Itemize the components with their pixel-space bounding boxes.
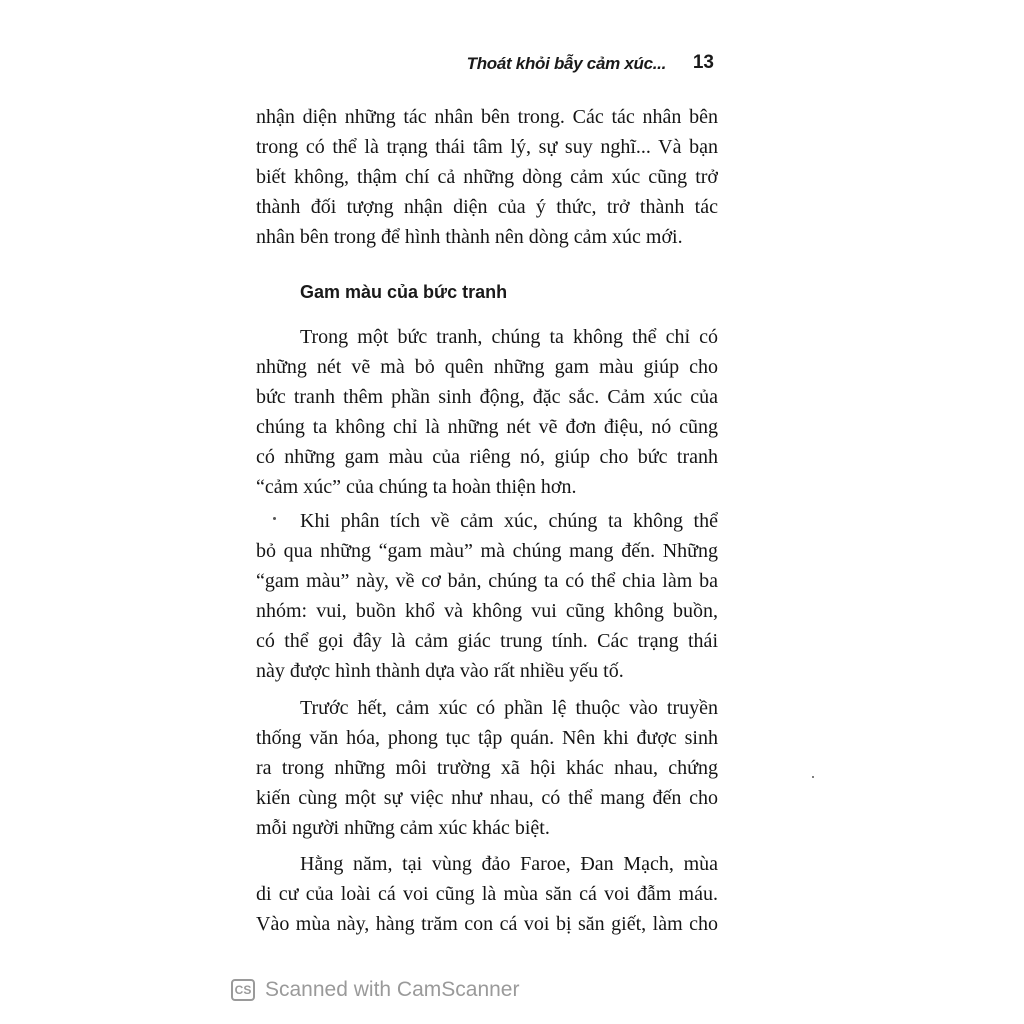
- text-line: Khi phân tích về cảm xúc, chúng ta không thể: [300, 510, 718, 532]
- paragraph: [256, 506, 718, 686]
- text-line: thành đối tượng nhận diện của ý thức, trở thành tác: [256, 196, 718, 218]
- text-line: “cảm xúc” của chúng ta hoàn thiện hơn.: [256, 476, 577, 498]
- text-line: nhóm: vui, buồn khổ và không vui cũng không buồn,: [256, 600, 718, 622]
- text-line: trong có thể là trạng thái tâm lý, sự suy nghĩ... Và bạn: [256, 136, 718, 158]
- text-line: mỗi người những cảm xúc khác biệt.: [256, 817, 550, 839]
- text-line: di cư của loài cá voi cũng là mùa săn cá voi đẫm máu.: [256, 883, 718, 905]
- text-line: này được hình thành dựa vào rất nhiều yếu tố.: [256, 660, 624, 682]
- text-line: bỏ qua những “gam màu” mà chúng mang đến. Những: [256, 540, 718, 562]
- scan-speck: [812, 776, 814, 778]
- text-line: Hằng năm, tại vùng đảo Faroe, Đan Mạch, mùa: [300, 853, 718, 875]
- text-line: “gam màu” này, về cơ bản, chúng ta có thể chia làm ba: [256, 570, 718, 592]
- scanner-watermark: [231, 975, 519, 1005]
- running-title: Thoát khỏi bẫy cảm xúc...: [466, 54, 666, 73]
- text-line: kiến cùng một sự việc như nhau, có thể mang đến cho: [256, 787, 718, 809]
- paragraph: [256, 693, 718, 843]
- running-header: [440, 50, 720, 78]
- text-line: có những gam màu của riêng nó, giúp cho bức tranh: [256, 446, 718, 468]
- text-line: chúng ta không chỉ là những nét vẽ đơn điệu, nó cũng: [256, 416, 718, 438]
- text-line: thống văn hóa, phong tục tập quán. Nên khi được sinh: [256, 727, 718, 749]
- text-line: Trước hết, cảm xúc có phần lệ thuộc vào truyền: [300, 697, 718, 719]
- scan-speck: [273, 517, 276, 520]
- paragraph: [256, 849, 718, 939]
- text-line: nhận diện những tác nhân bên trong. Các tác nhân bên: [256, 106, 718, 128]
- text-line: biết không, thậm chí cả những dòng cảm xúc cũng trở: [256, 166, 718, 188]
- text-line: những nét vẽ mà bỏ quên những gam màu giúp cho: [256, 356, 718, 378]
- camscanner-logo-icon: CS: [231, 979, 255, 1001]
- paragraph-continuation: [256, 102, 718, 252]
- page-number: 13: [692, 52, 714, 73]
- watermark-text: Scanned with CamScanner: [265, 978, 520, 1001]
- text-line: bức tranh thêm phần sinh động, đặc sắc. Cảm xúc của: [256, 386, 718, 408]
- text-line: nhân bên trong để hình thành nên dòng cảm xúc mới.: [256, 226, 683, 248]
- section-heading: Gam màu của bức tranh: [300, 282, 508, 302]
- text-line: có thể gọi đây là cảm giác trung tính. Các trạng thái: [256, 630, 718, 652]
- paragraph: [256, 322, 718, 502]
- text-line: Vào mùa này, hàng trăm con cá voi bị săn giết, làm cho: [256, 913, 718, 935]
- text-line: ra trong những môi trường xã hội khác nhau, chứng: [256, 757, 718, 779]
- text-line: Trong một bức tranh, chúng ta không thể chỉ có: [300, 326, 718, 348]
